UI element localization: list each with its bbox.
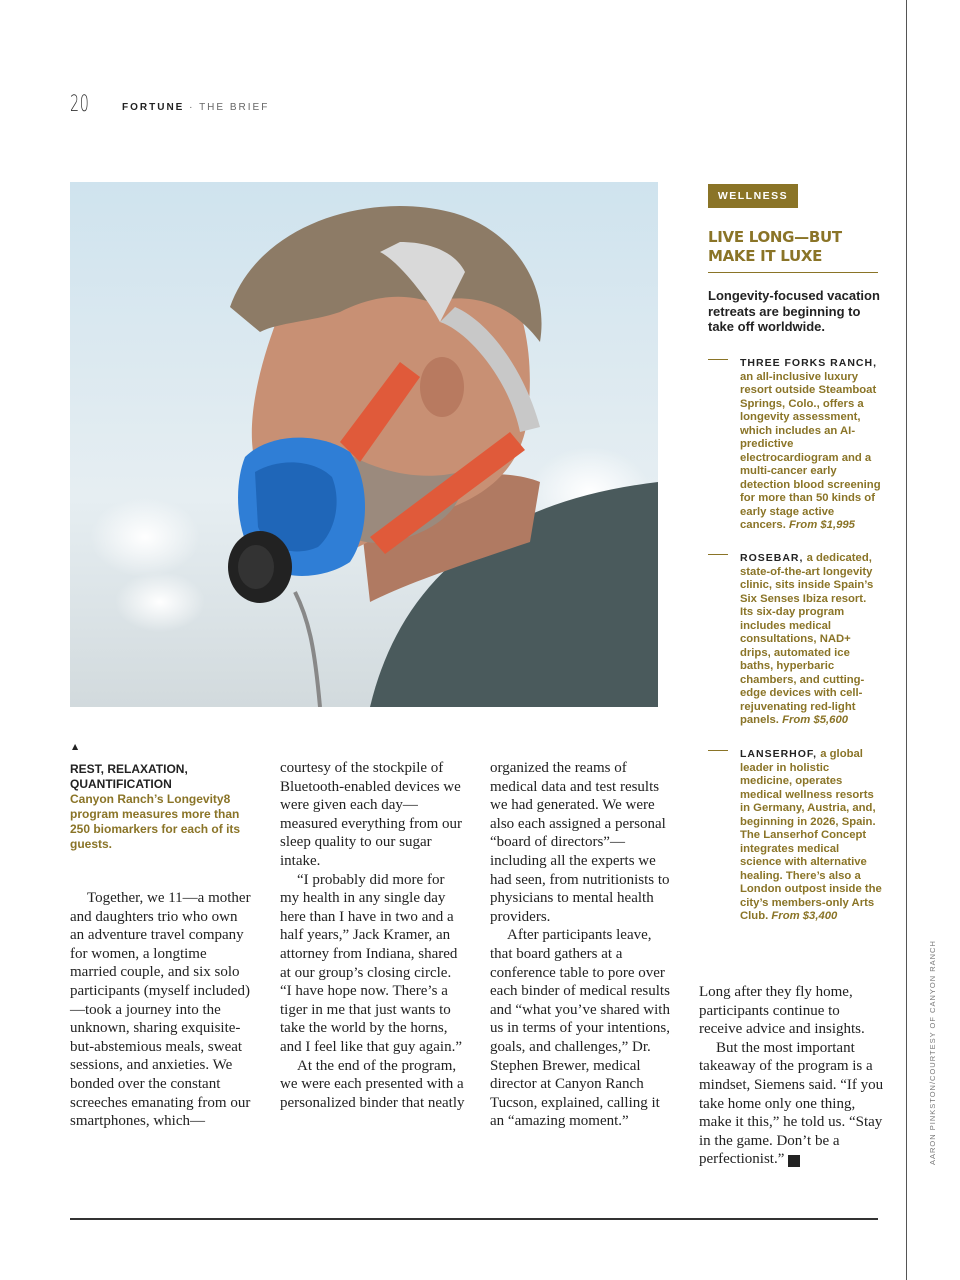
item-price: From $1,995 xyxy=(789,519,855,531)
masthead-separator: · xyxy=(189,102,195,113)
fortune-end-mark-icon: F xyxy=(788,1155,800,1167)
right-margin-rule xyxy=(906,0,907,1280)
item-text: an all-inclusive luxury resort outside Steamboat Springs, Colo., offers a longevity assessment, which includes an AI-predictive electrocardiogram and a multi-cancer early detection blood screening for more than 50 kinds of early stage active cancers. xyxy=(740,370,881,531)
sidebar-divider xyxy=(708,272,878,273)
sidebar-intro: Longevity-focused vacation retreats are beginning to take off worldwide. xyxy=(708,288,880,334)
item-text: a dedicated, state-of-the-art longevity clinic, sits inside Spain’s Six Senses Ibiza resort. Its six-day program includes medical consultations, NAD+ drips, automated ice baths, hyperbaric chambers, and cutting-edge devices with cell-rejuvenating red-light panels. xyxy=(740,552,874,726)
headline-line-1: LIVE LONG—BUT xyxy=(708,228,842,246)
item-name: THREE FORKS RANCH, xyxy=(740,357,878,369)
paragraph: Long after they fly home, participants continue to receive advice and insights. xyxy=(699,984,865,1038)
article-column-4 xyxy=(699,983,884,1169)
bottom-rule xyxy=(70,1218,878,1220)
paragraph: At the end of the program, we were each presented with a personalized binder that neatly xyxy=(280,1057,465,1111)
page-number: 20 xyxy=(70,92,90,117)
paragraph: courtesy of the stockpile of Bluetooth-enabled devices we were given each day—measured everything from our sleep quality to our sugar intake. xyxy=(280,760,463,869)
paragraph: Together, we 11—a mother and daughters trio who own an adventure travel company for women, a longtime married couple, and six solo participants (myself included)—took a journey into the unknown, sharing exquisite-but-abstemious meals, sweat sessions, and anxieties. We bonded over the constant screeches emanating from our smartphones, which— xyxy=(70,890,251,1130)
paragraph: After participants leave, that board gathers at a conference table to pore over each binder of medical results and “what you’ve shared with us in terms of your intentions, goals, and challenges,” Dr. Stephen Brewer, medical director at Canyon Ranch Tucson, explained, calling it an “amazing moment.” xyxy=(490,927,670,1130)
photo-credit: AARON PINKSTON/COURTESY OF CANYON RANCH xyxy=(928,940,937,1165)
caption-title: REST, RELAXATION, QUANTIFICATION xyxy=(70,762,188,791)
item-dash xyxy=(708,554,728,555)
item-text: a global leader in holistic medicine, operates medical wellness resorts in Germany, Austria, and, beginning in 2026, Spain. The Lanserhof Concept integrates medical science with alternative healing. There’s also a London outpost inside the city’s members-only Arts Club. xyxy=(740,748,882,922)
headline-line-2: MAKE IT LUXE xyxy=(708,247,823,265)
article-column-3 xyxy=(490,759,675,1131)
sidebar-item-three-forks xyxy=(740,357,882,533)
section-name: THE BRIEF xyxy=(199,102,270,113)
paragraph: “I probably did more for my health in any single day here than I have in two and a half years,” Jack Kramer, an attorney from Indiana, shared at our group’s closing circle. “I have hope now. There’s a tiger in me that just wants to take the world by the horns, and I feel like that guy again.” xyxy=(280,871,463,1055)
item-name: LANSERHOF, xyxy=(740,748,818,760)
sidebar-headline xyxy=(708,228,878,266)
photo-caption xyxy=(70,762,255,852)
sidebar-item-lanserhof xyxy=(740,748,882,924)
article-column-1 xyxy=(70,889,255,1131)
paragraph: organized the reams of medical data and test results we had generated. We were also each assigned a personal “board of directors”—including all the experts we had seen, from nutritionists to physicians to mental health providers. xyxy=(490,760,670,925)
brand-name: FORTUNE xyxy=(122,102,185,113)
masthead xyxy=(122,102,269,113)
caption-marker: ▲ xyxy=(72,742,79,751)
article-photo xyxy=(70,182,658,707)
caption-body: Canyon Ranch’s Longevity8 program measures more than 250 biomarkers for each of its guests. xyxy=(70,792,241,851)
wellness-tag: WELLNESS xyxy=(708,184,798,208)
item-dash xyxy=(708,359,728,360)
item-name: ROSEBAR, xyxy=(740,552,804,564)
paragraph-text: But the most important takeaway of the program is a mindset, Siemens said. “If you take home only one thing, make it this,” he told us. “Stay in the game. Don’t be a perfectionist.” xyxy=(699,1039,884,1168)
article-column-2 xyxy=(280,759,465,1112)
item-dash xyxy=(708,750,728,751)
item-price: From $3,400 xyxy=(771,910,838,922)
paragraph-last xyxy=(699,1039,884,1169)
sidebar-item-rosebar xyxy=(740,552,882,728)
photo-illustration xyxy=(70,182,658,707)
item-price: From $5,600 xyxy=(782,714,849,726)
